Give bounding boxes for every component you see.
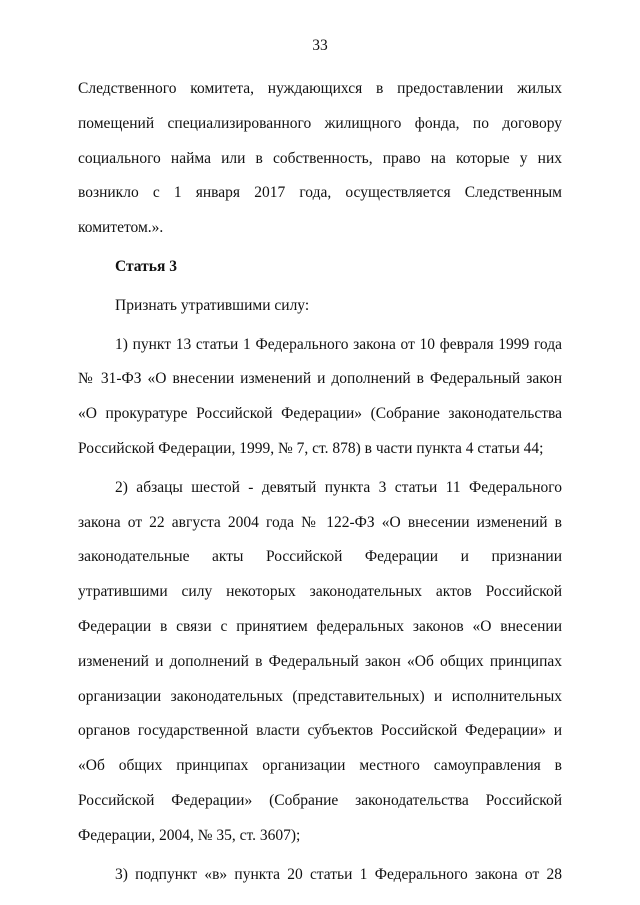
list-item-1: 1) пункт 13 статьи 1 Федерального закона от 10 февраля 1999 года № 31-ФЗ «О внесении изменений и дополнений в Федеральный закон «О прокуратуре Российской Федерации» (Собрание законодательства Российской Федерации, 1999, № 7, ст. 878) в части пункта 4 статьи 44; <box>78 335 562 457</box>
list-item-2: 2) абзацы шестой - девятый пункта 3 статьи 11 Федерального закона от 22 августа 2004 года № 122-ФЗ «О внесении изменений в законодательные акты Российской Федерации и признании утратившими силу некоторых законодательных актов Российской Федерации в связи с принятием федеральных законов «О внесении изменений и дополнений в Федеральный закон «Об общих принципах организации законодательных (представительных) и исполнительных органов государственной власти субъектов Российской Федерации» и «Об общих принципах организации местного самоуправления в Российской Федерации» (Собрание законодательства Российской Федерации, 2004, № 35, ст. 3607); <box>78 478 562 844</box>
list-item-3: 3) подпункт «в» пункта 20 статьи 1 Федерального закона от 28 <box>115 865 562 883</box>
page-number: 33 <box>312 37 328 54</box>
intro-paragraph: Следственного комитета, нуждающихся в предоставлении жилых помещений специализированного жилищного фонда, по договору социального найма или в собственность, право на которые у них возникло с 1 января 2017 года, осуществляется Следственным комитетом.». <box>78 80 562 237</box>
article-heading: Статья 3 <box>115 257 177 275</box>
document-body <box>78 72 562 892</box>
lead-in-text: Признать утратившими силу: <box>115 296 310 314</box>
